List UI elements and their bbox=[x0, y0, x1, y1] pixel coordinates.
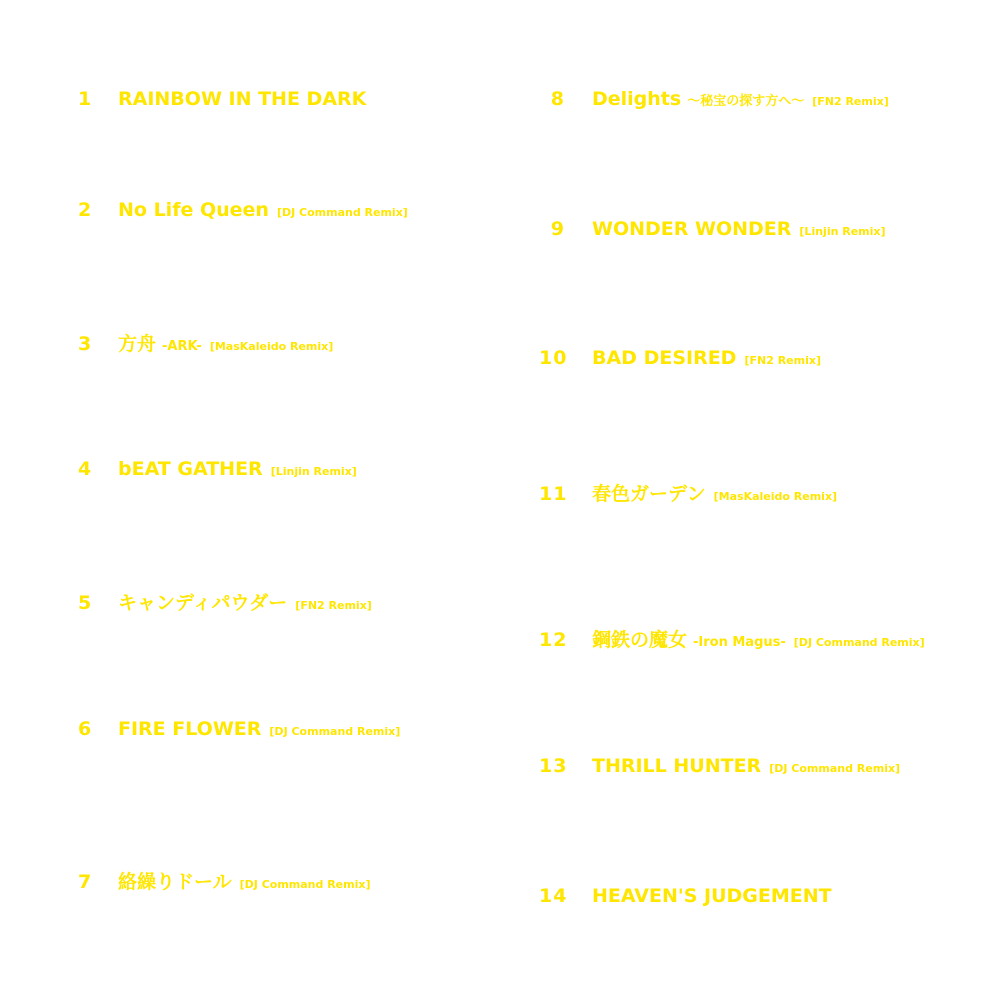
track-13 bbox=[539, 755, 900, 777]
track-1 bbox=[78, 88, 366, 110]
track-number: 5 bbox=[78, 592, 93, 614]
track-title: 春色ガーデン bbox=[592, 483, 706, 505]
track-subtitle: -Iron Magus- bbox=[693, 635, 786, 650]
track-number: 14 bbox=[539, 885, 568, 907]
track-12 bbox=[539, 625, 925, 652]
track-subtitle: -ARK- bbox=[162, 339, 202, 354]
track-5 bbox=[78, 588, 372, 615]
track-title: WONDER WONDER bbox=[592, 218, 792, 240]
track-number: 8 bbox=[550, 88, 565, 110]
track-number: 2 bbox=[78, 199, 93, 221]
track-title: bEAT GATHER bbox=[118, 458, 263, 480]
track-remix: [DJ Command Remix] bbox=[239, 878, 371, 891]
track-title: キャンディパウダー bbox=[118, 592, 288, 614]
track-4 bbox=[78, 458, 357, 480]
track-title: FIRE FLOWER bbox=[118, 718, 262, 740]
track-number: 3 bbox=[78, 333, 93, 355]
track-7 bbox=[78, 867, 371, 894]
track-8 bbox=[539, 88, 889, 110]
track-remix: [FN2 Remix] bbox=[744, 354, 821, 367]
track-remix: [FN2 Remix] bbox=[812, 95, 889, 108]
track-remix: [DJ Command Remix] bbox=[276, 206, 408, 219]
track-subtitle: ～秘宝の探す方へ～ bbox=[687, 94, 805, 109]
track-remix: [DJ Command Remix] bbox=[269, 725, 401, 738]
track-title: Delights bbox=[592, 88, 682, 110]
track-remix: [Linjin Remix] bbox=[799, 225, 886, 238]
track-title: 方舟 bbox=[118, 333, 157, 355]
track-number: 6 bbox=[78, 718, 93, 740]
track-remix: [DJ Command Remix] bbox=[769, 762, 901, 775]
track-number: 10 bbox=[539, 347, 568, 369]
track-9 bbox=[539, 218, 886, 240]
track-number: 11 bbox=[539, 483, 568, 505]
track-remix: [Linjin Remix] bbox=[270, 465, 357, 478]
track-2 bbox=[78, 199, 408, 221]
track-remix: [MasKaleido Remix] bbox=[713, 490, 838, 503]
track-remix: [DJ Command Remix] bbox=[793, 636, 925, 649]
track-number: 7 bbox=[78, 871, 93, 893]
track-remix: [FN2 Remix] bbox=[295, 599, 372, 612]
track-6 bbox=[78, 718, 400, 740]
track-title: RAINBOW IN THE DARK bbox=[118, 88, 367, 110]
track-14 bbox=[539, 885, 832, 907]
track-title: THRILL HUNTER bbox=[592, 755, 762, 777]
track-number: 4 bbox=[78, 458, 93, 480]
track-title: HEAVEN'S JUDGEMENT bbox=[592, 885, 832, 907]
track-number: 13 bbox=[539, 755, 568, 777]
track-11 bbox=[539, 479, 837, 506]
track-number: 1 bbox=[78, 88, 93, 110]
track-remix: [MasKaleido Remix] bbox=[209, 340, 334, 353]
track-number: 9 bbox=[550, 218, 565, 240]
track-title: No Life Queen bbox=[118, 199, 269, 221]
track-title: 鋼鉄の魔女 bbox=[592, 629, 688, 651]
track-10 bbox=[539, 347, 821, 369]
track-number: 12 bbox=[539, 629, 568, 651]
track-3 bbox=[78, 329, 333, 356]
track-title: BAD DESIRED bbox=[592, 347, 737, 369]
track-title: 絡繰りドール bbox=[118, 871, 232, 893]
